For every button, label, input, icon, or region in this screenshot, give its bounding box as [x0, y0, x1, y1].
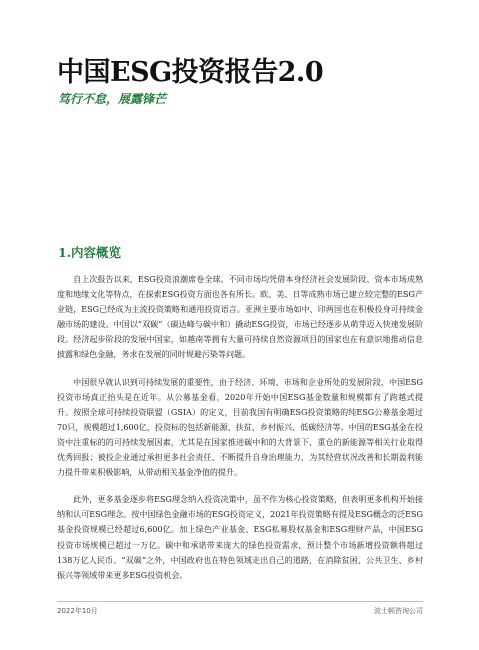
paragraph-2: 中国很早就认识到可持续发展的重要性，由于经济、环境、市场和企业所处的发展阶段，中国ESG投资市场真正抬头是在近年。从公募基金看，2020年开始中国ESG基金数量和规模都有了跨越式提升。按照全球可持续投资联盟（GSIA）的定义，目前我国有明确ESG投资策略的纯ESG公募基金超过70只，规模超过1,600亿，投资标的包括新能源、扶贫、乡村振兴、低碳经济等。中国的ESG基金在投资中注重标的的可持续发展因素，尤其是在国家推进碳中和的大背景下，重仓的新能源等相关行业取得优秀回报；被投企业通过承担更多社会责任、不断提升自身治理能力，为其经营状况改善和长期盈利能力提升带来积极影响，从带动相关基金净值的提升。 [57, 377, 423, 478]
paragraph-3: 此外，更多基金逐步将ESG理念纳入投资决策中，虽不作为核心投资策略，但表明更多机构开始接纳和认可ESG理念。按中国绿色金融市场的ESG投资定义，2021年投资策略有提及ESG概念的泛ESG基金投资规模已经超过6,600亿。加上绿色产业基金、ESG私募股权基金和ESG理财产品，中国ESG投资市场规模已超过一万亿。碳中和承诺带来庞大的绿色投资需求，预计整个市场新增投资额将超过138万亿人民币。“双碳”之外，中国政府也在特色领域走出自己的道路，在消除贫困、公共卫生、乡村振兴等领域带来更多ESG投资机会。 [57, 495, 423, 580]
report-title: 中国ESG投资报告2.0 [57, 57, 324, 88]
section-heading: 1.内容概览 [58, 245, 122, 260]
report-subtitle: 笃行不怠，展露锋芒 [58, 92, 167, 106]
paragraph-1: 自上次报告以来，ESG投资浪潮席卷全球。不同市场均凭借本身经济社会发展阶段、资本市场成熟度和地缘文化等特点，在探索ESG投资方面也各有所长。欧、美、日等成熟市场已建立较完整的ESG产业链，ESG已经成为主流投资策略和通用投资语言。亚洲主要市场如中、印两国也在积极投身可持续金融市场的建设。中国以“双碳”（碳达峰与碳中和）撬动ESG投资，市场已经逐步从萌芽迈入快速发展阶段。经济起步阶段的发展中国家，如越南等拥有大量可持续自然资源项目的国家也在有意识地推动信息披露和绿色金融，务求在发展的同时规避污染等问题。 [57, 275, 423, 360]
footer-date: 2022年10月 [57, 607, 98, 615]
footer-company: 波士顿咨询公司 [374, 607, 423, 615]
section-body [57, 272, 423, 595]
footer-divider [57, 601, 423, 602]
